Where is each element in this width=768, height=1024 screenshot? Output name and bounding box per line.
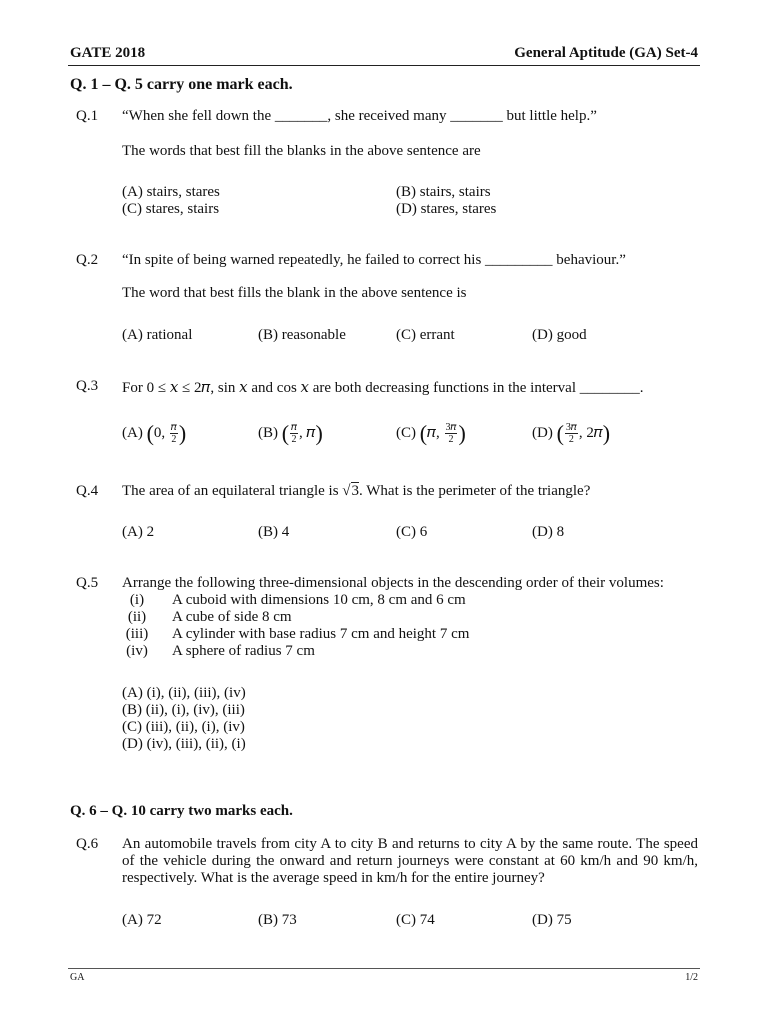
list-item-number: (i) <box>129 592 145 608</box>
option-a: (A) 72 <box>122 912 162 928</box>
fraction: $\frac{\text{𝜋}}{2}$ <box>291 422 298 445</box>
option-b: (B) 73 <box>258 912 297 928</box>
list-item: A sphere of radius 7 cm <box>172 643 315 659</box>
header-divider <box>68 65 700 66</box>
option-c: (C) 74 <box>396 912 435 928</box>
math-two-pi: 2𝜋 <box>586 424 603 441</box>
option-a: (A) rational <box>122 327 193 343</box>
option-d: (D) ( $\frac{\text{3𝜋}}{2}$ , 2𝜋) <box>532 420 611 446</box>
question-prompt: The word that best fills the blank in the above sentence is <box>122 285 467 301</box>
option-c: (C) errant <box>396 327 455 343</box>
option-label: (B) <box>258 424 278 441</box>
option-c: (C) stares, stairs <box>122 201 220 217</box>
option-b: (B) stairs, stairs <box>396 184 491 200</box>
list-item-number: (iv) <box>126 643 148 659</box>
option-c: (C) (𝜋, $\frac{\text{3𝜋}}{2}$ ) <box>396 420 466 446</box>
question-prompt: The words that best fill the blanks in the above sentence are <box>122 143 481 159</box>
option-a: (A) 2 <box>122 524 155 540</box>
question-number: Q.3 <box>76 378 99 394</box>
option-c: (C) 6 <box>396 524 428 540</box>
list-item-number: (iii) <box>125 626 149 642</box>
math-pi: 𝜋 <box>427 424 436 441</box>
option-b: (B) reasonable <box>258 327 346 343</box>
option-a: (A) stairs, stares <box>122 184 220 200</box>
question-text: An automobile travels from city A to city B and returns to city A by the same route. The speed of the vehicle during the onward and return journeys were constant at 60 km/h and 90 km/h, respectively. What is the average speed in km/h for the entire journey? <box>122 836 698 886</box>
list-item-number: (ii) <box>127 609 147 625</box>
question-text: For 0 ≤ 𝑥 ≤ 2𝜋, sin 𝑥 and cos 𝑥 are both decreasing functions in the interval ________. <box>122 380 644 396</box>
footer-divider <box>68 968 700 969</box>
option-d: (D) 75 <box>532 912 572 928</box>
option-b: (B) (ii), (i), (iv), (iii) <box>122 702 245 718</box>
option-a: (A) (i), (ii), (iii), (iv) <box>122 685 246 701</box>
question-text: “When she fell down the _______, she received many _______ but little help.” <box>122 108 597 124</box>
question-number: Q.6 <box>76 836 99 852</box>
list-item: A cylinder with base radius 7 cm and height 7 cm <box>172 626 470 642</box>
option-b: (B) 4 <box>258 524 290 540</box>
option-label: (D) <box>532 424 553 441</box>
question-text: Arrange the following three-dimensional objects in the descending order of their volumes: <box>122 575 664 591</box>
list-item: A cuboid with dimensions 10 cm, 8 cm and 6 cm <box>172 592 466 608</box>
option-d: (D) good <box>532 327 587 343</box>
fraction: $\frac{\text{𝜋}}{2}$ <box>170 422 177 445</box>
question-number: Q.2 <box>76 252 99 268</box>
option-d: (D) (iv), (iii), (ii), (i) <box>122 736 246 752</box>
option-label: (C) <box>396 424 416 441</box>
exam-title: GATE 2018 <box>70 45 146 61</box>
fraction: $\frac{\text{3𝜋}}{2}$ <box>445 422 457 445</box>
section-heading-two-marks: Q. 6 – Q. 10 carry two marks each. <box>70 803 293 819</box>
math-pi: 𝜋 <box>306 424 316 441</box>
question-number: Q.5 <box>76 575 99 591</box>
option-label: (A) <box>122 424 143 441</box>
option-b: (B) ( $\frac{\text{𝜋}}{2}$ , 𝜋) <box>258 420 323 446</box>
option-c: (C) (iii), (ii), (i), (iv) <box>122 719 245 735</box>
list-item: A cube of side 8 cm <box>172 609 292 625</box>
paper-title: General Aptitude (GA) Set-4 <box>514 45 698 61</box>
question-number: Q.1 <box>76 108 99 124</box>
footer-section-code: GA <box>70 972 85 983</box>
question-text: “In spite of being warned repeatedly, he failed to correct his _________ behaviour.” <box>122 252 626 268</box>
page-number: 1/2 <box>685 972 698 983</box>
question-text: The area of an equilateral triangle is √3. What is the perimeter of the triangle? <box>122 483 591 499</box>
fraction: $\frac{\text{3𝜋}}{2}$ <box>565 422 577 445</box>
option-a: (A) (0, $\frac{\text{𝜋}}{2}$ ) <box>122 420 187 446</box>
math-zero: 0 <box>153 424 162 441</box>
section-heading-one-mark: Q. 1 – Q. 5 carry one mark each. <box>70 76 293 93</box>
radicand: 3 <box>351 483 360 499</box>
option-d: (D) 8 <box>532 524 565 540</box>
option-d: (D) stares, stares <box>396 201 497 217</box>
question-number: Q.4 <box>76 483 99 499</box>
